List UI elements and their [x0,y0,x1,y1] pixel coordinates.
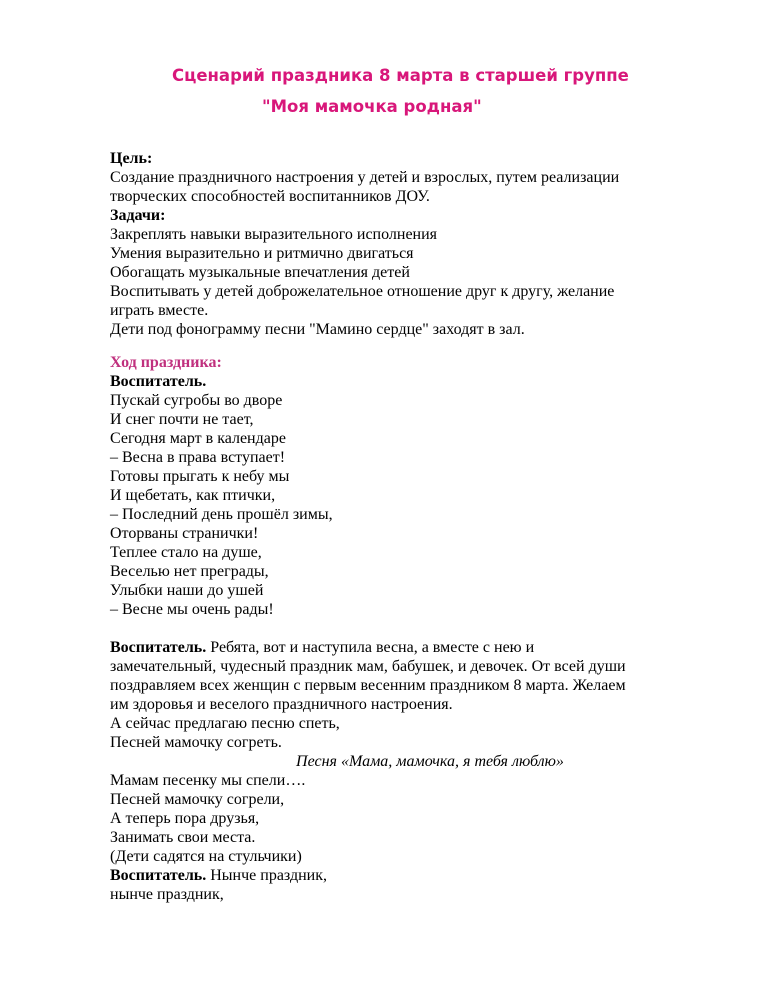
speaker-label: Воспитатель. [110,373,207,390]
verse-line: Песней мамочку согрели, [110,791,285,808]
task-line: Умения выразительно и ритмично двигаться [110,245,414,262]
speech-line: А сейчас предлагаю песню спеть, [110,715,340,732]
speech-paragraph [110,638,710,657]
poem-line: Готовы прыгать к небу мы [110,468,290,485]
poem-line: Пускай сугробы во дворе [110,392,283,409]
song-title: Песня «Мама, мамочка, я тебя люблю» [296,753,564,770]
poem-line: Теплее стало на душе, [110,544,262,561]
poem-line: И щебетать, как птички, [110,487,276,504]
speech-line: Ребята, вот и наступила весна, а вместе с нею и [206,639,535,656]
goal-line: Создание праздничного настроения у детей и взрослых, путем реализации [110,169,620,186]
poem-line: Оторваны странички! [110,525,259,542]
document-subtitle: "Моя мамочка родная" [262,97,482,116]
speech-line: поздравляем всех женщин с первым весенним праздником 8 марта. Желаем [110,677,626,694]
document-title: Сценарий праздника 8 марта в старшей группе [172,66,629,85]
speech-line: Песней мамочку согреть. [110,734,282,751]
verse-line: Мамам песенку мы спели…. [110,772,306,789]
task-line: Воспитывать у детей доброжелательное отношение друг к другу, желание [110,283,615,300]
speech-line: Нынче праздник, [206,867,327,884]
speech-line: нынче праздник, [110,886,224,903]
poem-line: – Весна в права вступает! [110,449,286,466]
task-line: Дети под фонограмму песни "Мамино сердце" заходят в зал. [110,321,525,338]
verse-line: Занимать свои места. [110,829,256,846]
speech-line: им здоровья и веселого праздничного настроения. [110,696,453,713]
speech-paragraph [110,866,710,885]
speaker-label: Воспитатель. [110,867,207,884]
speaker-label: Воспитатель. [110,639,207,656]
poem-line: И снег почти не тает, [110,411,254,428]
tasks-label: Задачи: [110,207,166,224]
verse-line: А теперь пора друзья, [110,810,260,827]
goal-label: Цель: [110,150,153,167]
task-line: играть вместе. [110,302,209,319]
poem-line: Веселью нет преграды, [110,563,269,580]
poem-line: – Последний день прошёл зимы, [110,506,333,523]
goal-line: творческих способностей воспитанников ДОУ. [110,188,430,205]
course-heading: Ход праздника: [110,354,222,371]
stage-direction: (Дети садятся на стульчики) [110,848,302,865]
speech-line: замечательный, чудесный праздник мам, бабушек, и девочек. От всей души [110,658,626,675]
poem-line: – Весне мы очень рады! [110,601,274,618]
document-body [110,149,710,904]
poem-line: Улыбки наши до ушей [110,582,264,599]
poem-line: Сегодня март в календаре [110,430,286,447]
task-line: Обогащать музыкальные впечатления детей [110,264,410,281]
task-line: Закреплять навыки выразительного исполнения [110,226,438,243]
